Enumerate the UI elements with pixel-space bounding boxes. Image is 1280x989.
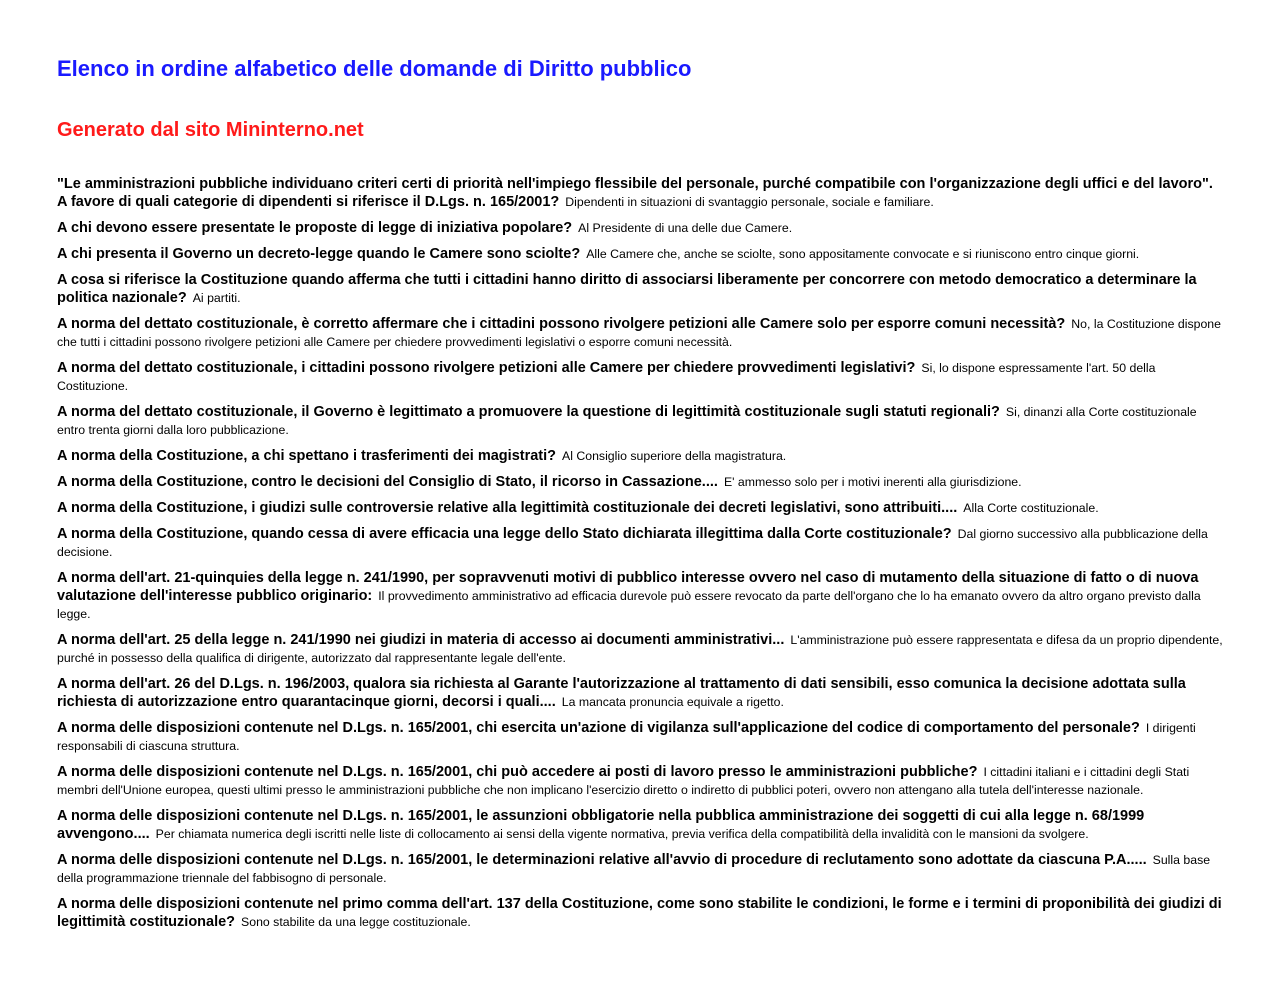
question-text: A norma della Costituzione, a chi spettano i trasferimenti dei magistrati? <box>57 448 557 464</box>
answer-text: La mancata pronuncia equivale a rigetto. <box>561 695 784 709</box>
answer-text: I dirigenti responsabili di ciascuna struttura. <box>57 721 1196 753</box>
question-text: A norma del dettato costituzionale, il Governo è legittimato a promuovere la questione di legittimità costituzionale sugli statuti regionali? <box>57 404 1000 420</box>
qa-item <box>57 719 1224 755</box>
question-text: A norma dell'art. 21-quinquies della legge n. 241/1990, per sopravvenuti motivi di pubblico interesse ovvero nel caso di mutamento della situazione di fatto o di nuova valutazione dell'interesse pubblico originario: <box>57 570 1199 604</box>
answer-text: Al Consiglio superiore della magistratura. <box>562 449 787 463</box>
qa-item <box>57 631 1224 667</box>
answer-text: No, la Costituzione dispone che tutti i cittadini possono rivolgere petizioni alle Camere per chiedere provvedimenti legislativi o esporre comuni necessità. <box>57 317 1221 349</box>
answer-text: Dipendenti in situazioni di svantaggio personale, sociale e familiare. <box>565 195 934 209</box>
answer-text: Il provvedimento amministrativo ad efficacia durevole può essere revocato da parte dell'organo che lo ha emanato ovvero da altro organo previsto dalla legge. <box>57 589 1201 621</box>
qa-item <box>57 807 1224 843</box>
qa-item <box>57 175 1224 211</box>
qa-item <box>57 447 1224 465</box>
question-text: A norma delle disposizioni contenute nel D.Lgs. n. 165/2001, chi esercita un'azione di vigilanza sull'applicazione del codice di comportamento del personale? <box>57 720 1140 736</box>
qa-list <box>57 175 1224 939</box>
question-text: A norma del dettato costituzionale, è corretto affermare che i cittadini possono rivolgere petizioni alle Camere solo per esporre comuni necessità? <box>57 316 1066 332</box>
question-text: A norma delle disposizioni contenute nel D.Lgs. n. 165/2001, chi può accedere ai posti di lavoro presso le amministrazioni pubbliche? <box>57 764 978 780</box>
question-text: "Le amministrazioni pubbliche individuano criteri certi di priorità nell'impiego flessibile del personale, purché compatibile con l'organizzazione degli uffici e del lavoro". A favore di quali categorie di dipendenti si riferisce il D.Lgs. n. 165/2001? <box>57 176 1213 210</box>
qa-item <box>57 569 1224 623</box>
question-text: A norma dell'art. 25 della legge n. 241/1990 nei giudizi in materia di accesso ai documenti amministrativi... <box>57 632 785 648</box>
page-title: Elenco in ordine alfabetico delle domande di Diritto pubblico <box>57 56 692 81</box>
answer-text: Per chiamata numerica degli iscritti nelle liste di collocamento ai sensi della vigente normativa, previa verifica della compatibilità della invalidità con le mansioni da svolgere. <box>155 827 1089 841</box>
page-subtitle: Generato dal sito Mininterno.net <box>57 119 364 141</box>
question-text: A norma del dettato costituzionale, i cittadini possono rivolgere petizioni alle Camere per chiedere provvedimenti legislativi? <box>57 360 916 376</box>
qa-item <box>57 219 1224 237</box>
question-text: A cosa si riferisce la Costituzione quando afferma che tutti i cittadini hanno diritto di associarsi liberamente per concorrere con metodo democratico a determinare la politica nazionale? <box>57 272 1197 306</box>
answer-text: L'amministrazione può essere rappresentata e difesa da un proprio dipendente, purché in possesso della qualifica di dirigente, autorizzato dal rappresentante legale dell'ente. <box>57 633 1223 665</box>
qa-item <box>57 473 1224 491</box>
answer-text: I cittadini italiani e i cittadini degli Stati membri dell'Unione europea, questi ultimi presso le amministrazioni pubbliche che non implicano l'esercizio diretto o indiretto di pubblici poteri, ovvero non attengano alla tutela dell'interesse nazionale. <box>57 765 1190 797</box>
qa-item <box>57 895 1224 931</box>
qa-item <box>57 403 1224 439</box>
answer-text: E' ammesso solo per i motivi inerenti alla giurisdizione. <box>723 475 1022 489</box>
question-text: A norma dell'art. 26 del D.Lgs. n. 196/2003, qualora sia richiesta al Garante l'autorizzazione al trattamento di dati sensibili, esso comunica la decisione adottata sulla richiesta di autorizzazione entro quarantacinque giorni, decorsi i quali.... <box>57 676 1186 710</box>
qa-item <box>57 271 1224 307</box>
question-text: A norma della Costituzione, quando cessa di avere efficacia una legge dello Stato dichiarata illegittima dalla Corte costituzionale? <box>57 526 952 542</box>
answer-text: Ai partiti. <box>192 291 241 305</box>
qa-item <box>57 315 1224 351</box>
question-text: A chi devono essere presentate le proposte di legge di iniziativa popolare? <box>57 220 573 236</box>
answer-text: Si, lo dispone espressamente l'art. 50 della Costituzione. <box>57 361 1156 393</box>
answer-text: Alle Camere che, anche se sciolte, sono appositamente convocate e si riuniscono entro cinque giorni. <box>586 247 1140 261</box>
qa-item <box>57 851 1224 887</box>
answer-text: Sono stabilite da una legge costituzionale. <box>241 915 471 929</box>
answer-text: Si, dinanzi alla Corte costituzionale entro trenta giorni dalla loro pubblicazione. <box>57 405 1197 437</box>
answer-text: Al Presidente di una delle due Camere. <box>578 221 793 235</box>
question-text: A chi presenta il Governo un decreto-legge quando le Camere sono sciolte? <box>57 246 581 262</box>
question-text: A norma della Costituzione, contro le decisioni del Consiglio di Stato, il ricorso in Cassazione.... <box>57 474 718 490</box>
qa-item <box>57 245 1224 263</box>
answer-text: Sulla base della programmazione triennale del fabbisogno di personale. <box>57 853 1211 885</box>
answer-text: Dal giorno successivo alla pubblicazione della decisione. <box>57 527 1208 559</box>
question-text: A norma delle disposizioni contenute nel primo comma dell'art. 137 della Costituzione, come sono stabilite le condizioni, le forme e i termini di proponibilità dei giudizi di legittimità costituzionale? <box>57 896 1222 930</box>
qa-item <box>57 763 1224 799</box>
qa-item <box>57 499 1224 517</box>
qa-item <box>57 359 1224 395</box>
question-text: A norma delle disposizioni contenute nel D.Lgs. n. 165/2001, le assunzioni obbligatorie nella pubblica amministrazione dei soggetti di cui alla legge n. 68/1999 avvengono.... <box>57 808 1145 842</box>
qa-item <box>57 525 1224 561</box>
answer-text: Alla Corte costituzionale. <box>963 501 1099 515</box>
question-text: A norma della Costituzione, i giudizi sulle controversie relative alla legittimità costituzionale dei decreti legislativi, sono attribuiti.... <box>57 500 958 516</box>
qa-item <box>57 675 1224 711</box>
question-text: A norma delle disposizioni contenute nel D.Lgs. n. 165/2001, le determinazioni relative all'avvio di procedure di reclutamento sono adottate da ciascuna P.A..... <box>57 852 1147 868</box>
